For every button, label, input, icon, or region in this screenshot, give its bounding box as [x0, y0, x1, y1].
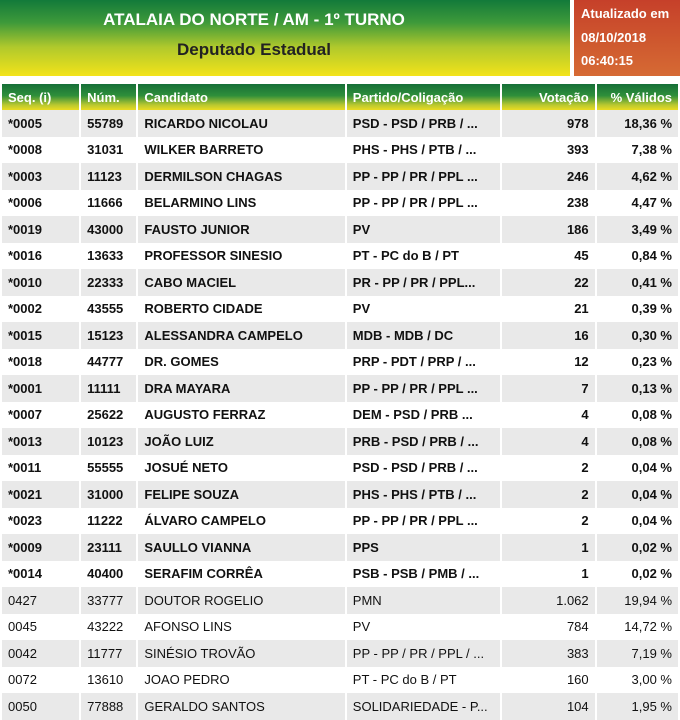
cell-num: 13633 — [81, 243, 136, 270]
table-row[interactable] — [2, 137, 678, 164]
cell-candidate: FELIPE SOUZA — [138, 481, 344, 508]
cell-votes: 238 — [502, 190, 595, 217]
cell-candidate: ALESSANDRA CAMPELO — [138, 322, 344, 349]
cell-seq: 0072 — [2, 667, 79, 694]
cell-pct: 3,49 % — [597, 216, 678, 243]
cell-candidate: SINÉSIO TROVÃO — [138, 640, 344, 667]
cell-party: PP - PP / PR / PPL ... — [347, 163, 500, 190]
cell-candidate: DRA MAYARA — [138, 375, 344, 402]
cell-party: PSD - PSD / PRB / ... — [347, 455, 500, 482]
table-row[interactable] — [2, 614, 678, 641]
cell-seq: *0021 — [2, 481, 79, 508]
cell-pct: 7,38 % — [597, 137, 678, 164]
cell-pct: 0,08 % — [597, 402, 678, 429]
table-row[interactable] — [2, 216, 678, 243]
cell-pct: 0,84 % — [597, 243, 678, 270]
cell-seq: 0427 — [2, 587, 79, 614]
table-row[interactable] — [2, 269, 678, 296]
cell-party: PT - PC do B / PT — [347, 243, 500, 270]
cell-pct: 19,94 % — [597, 587, 678, 614]
cell-num: 55789 — [81, 110, 136, 137]
table-row[interactable] — [2, 561, 678, 588]
cell-party: PRP - PDT / PRP / ... — [347, 349, 500, 376]
cell-pct: 7,19 % — [597, 640, 678, 667]
cell-num: 23111 — [81, 534, 136, 561]
cell-votes: 2 — [502, 455, 595, 482]
cell-num: 44777 — [81, 349, 136, 376]
cell-candidate: DERMILSON CHAGAS — [138, 163, 344, 190]
updated-time: 06:40:15 — [581, 53, 634, 68]
cell-votes: 21 — [502, 296, 595, 323]
table-row[interactable] — [2, 455, 678, 482]
table-row[interactable] — [2, 349, 678, 376]
cell-pct: 0,41 % — [597, 269, 678, 296]
cell-votes: 22 — [502, 269, 595, 296]
cell-votes: 2 — [502, 508, 595, 535]
cell-party: PP - PP / PR / PPL ... — [347, 375, 500, 402]
cell-votes: 383 — [502, 640, 595, 667]
cell-candidate: AUGUSTO FERRAZ — [138, 402, 344, 429]
cell-num: 10123 — [81, 428, 136, 455]
page-subtitle: Deputado Estadual — [177, 40, 331, 59]
cell-num: 11777 — [81, 640, 136, 667]
cell-seq: *0015 — [2, 322, 79, 349]
cell-pct: 0,08 % — [597, 428, 678, 455]
col-votes-header[interactable]: Votação — [502, 82, 595, 110]
updated-date: 08/10/2018 — [581, 30, 647, 45]
cell-votes: 1 — [502, 534, 595, 561]
cell-seq: *0018 — [2, 349, 79, 376]
cell-pct: 0,04 % — [597, 508, 678, 535]
cell-votes: 784 — [502, 614, 595, 641]
cell-pct: 0,39 % — [597, 296, 678, 323]
cell-pct: 4,47 % — [597, 190, 678, 217]
table-row[interactable] — [2, 428, 678, 455]
cell-seq: 0045 — [2, 614, 79, 641]
table-body — [2, 110, 678, 720]
table-row[interactable] — [2, 110, 678, 137]
cell-party: PSB - PSB / PMB / ... — [347, 561, 500, 588]
col-candidate-header[interactable]: Candidato — [138, 82, 344, 110]
cell-seq: *0011 — [2, 455, 79, 482]
cell-pct: 1,95 % — [597, 693, 678, 720]
cell-seq: *0006 — [2, 190, 79, 217]
updated-label: Atualizado em — [581, 6, 670, 21]
cell-num: 43222 — [81, 614, 136, 641]
cell-seq: *0007 — [2, 402, 79, 429]
table-row[interactable] — [2, 693, 678, 720]
cell-party: PSD - PSD / PRB / ... — [347, 110, 500, 137]
cell-num: 22333 — [81, 269, 136, 296]
cell-seq: *0009 — [2, 534, 79, 561]
cell-party: PMN — [347, 587, 500, 614]
cell-party: MDB - MDB / DC — [347, 322, 500, 349]
cell-candidate: JOAO PEDRO — [138, 667, 344, 694]
cell-candidate: ÁLVARO CAMPELO — [138, 508, 344, 535]
table-row[interactable] — [2, 190, 678, 217]
cell-party: DEM - PSD / PRB ... — [347, 402, 500, 429]
cell-party: PV — [347, 614, 500, 641]
cell-party: PP - PP / PR / PPL ... — [347, 190, 500, 217]
cell-candidate: JOSUÉ NETO — [138, 455, 344, 482]
table-row[interactable] — [2, 243, 678, 270]
cell-num: 11123 — [81, 163, 136, 190]
col-seq-header[interactable]: Seq. (i) — [2, 82, 79, 110]
cell-num: 11111 — [81, 375, 136, 402]
cell-votes: 1.062 — [502, 587, 595, 614]
table-row[interactable] — [2, 534, 678, 561]
cell-party: PR - PP / PR / PPL... — [347, 269, 500, 296]
cell-seq: *0001 — [2, 375, 79, 402]
cell-votes: 45 — [502, 243, 595, 270]
cell-num: 31000 — [81, 481, 136, 508]
table-header-row — [2, 82, 678, 110]
cell-candidate: BELARMINO LINS — [138, 190, 344, 217]
cell-seq: *0010 — [2, 269, 79, 296]
cell-votes: 186 — [502, 216, 595, 243]
cell-seq: *0002 — [2, 296, 79, 323]
cell-party: PV — [347, 216, 500, 243]
cell-candidate: WILKER BARRETO — [138, 137, 344, 164]
results-header — [0, 0, 680, 80]
cell-seq: *0003 — [2, 163, 79, 190]
cell-candidate: SAULLO VIANNA — [138, 534, 344, 561]
cell-votes: 4 — [502, 402, 595, 429]
cell-num: 11666 — [81, 190, 136, 217]
table-row[interactable] — [2, 322, 678, 349]
cell-seq: 0042 — [2, 640, 79, 667]
table-row[interactable] — [2, 481, 678, 508]
table-row[interactable] — [2, 375, 678, 402]
table-row[interactable] — [2, 163, 678, 190]
cell-pct: 0,02 % — [597, 534, 678, 561]
cell-party: SOLIDARIEDADE - P... — [347, 693, 500, 720]
update-timestamp-box — [574, 0, 680, 76]
cell-num: 55555 — [81, 455, 136, 482]
cell-seq: *0014 — [2, 561, 79, 588]
cell-candidate: GERALDO SANTOS — [138, 693, 344, 720]
cell-num: 25622 — [81, 402, 136, 429]
cell-votes: 2 — [502, 481, 595, 508]
cell-pct: 0,13 % — [597, 375, 678, 402]
col-pct-header[interactable]: % Válidos — [597, 82, 678, 110]
cell-votes: 1 — [502, 561, 595, 588]
cell-party: PHS - PHS / PTB / ... — [347, 481, 500, 508]
cell-pct: 3,00 % — [597, 667, 678, 694]
cell-party: PHS - PHS / PTB / ... — [347, 137, 500, 164]
cell-seq: *0023 — [2, 508, 79, 535]
cell-party: PPS — [347, 534, 500, 561]
table-row[interactable] — [2, 402, 678, 429]
cell-seq: *0008 — [2, 137, 79, 164]
cell-num: 11222 — [81, 508, 136, 535]
results-table — [0, 82, 680, 720]
cell-votes: 246 — [502, 163, 595, 190]
cell-votes: 12 — [502, 349, 595, 376]
cell-pct: 0,30 % — [597, 322, 678, 349]
cell-num: 40400 — [81, 561, 136, 588]
cell-candidate: CABO MACIEL — [138, 269, 344, 296]
table-row[interactable] — [2, 587, 678, 614]
cell-num: 43000 — [81, 216, 136, 243]
page-title: ATALAIA DO NORTE / AM - 1º TURNO — [103, 10, 405, 29]
cell-num: 15123 — [81, 322, 136, 349]
col-party-header[interactable]: Partido/Coligação — [347, 82, 500, 110]
cell-party: PP - PP / PR / PPL ... — [347, 508, 500, 535]
cell-num: 43555 — [81, 296, 136, 323]
cell-seq: *0005 — [2, 110, 79, 137]
cell-pct: 0,02 % — [597, 561, 678, 588]
cell-votes: 393 — [502, 137, 595, 164]
cell-num: 13610 — [81, 667, 136, 694]
table-row[interactable] — [2, 640, 678, 667]
cell-num: 31031 — [81, 137, 136, 164]
cell-votes: 4 — [502, 428, 595, 455]
table-row[interactable] — [2, 508, 678, 535]
cell-party: PP - PP / PR / PPL / ... — [347, 640, 500, 667]
cell-num: 33777 — [81, 587, 136, 614]
table-row[interactable] — [2, 667, 678, 694]
cell-seq: *0019 — [2, 216, 79, 243]
cell-pct: 4,62 % — [597, 163, 678, 190]
cell-candidate: SERAFIM CORRÊA — [138, 561, 344, 588]
cell-candidate: FAUSTO JUNIOR — [138, 216, 344, 243]
cell-pct: 0,04 % — [597, 481, 678, 508]
cell-candidate: ROBERTO CIDADE — [138, 296, 344, 323]
cell-party: PRB - PSD / PRB / ... — [347, 428, 500, 455]
cell-candidate: PROFESSOR SINESIO — [138, 243, 344, 270]
cell-pct: 0,04 % — [597, 455, 678, 482]
cell-pct: 0,23 % — [597, 349, 678, 376]
cell-candidate: JOÃO LUIZ — [138, 428, 344, 455]
cell-candidate: DR. GOMES — [138, 349, 344, 376]
cell-votes: 7 — [502, 375, 595, 402]
cell-candidate: DOUTOR ROGELIO — [138, 587, 344, 614]
cell-party: PT - PC do B / PT — [347, 667, 500, 694]
cell-num: 77888 — [81, 693, 136, 720]
table-row[interactable] — [2, 296, 678, 323]
cell-votes: 160 — [502, 667, 595, 694]
title-banner — [0, 0, 570, 76]
cell-pct: 14,72 % — [597, 614, 678, 641]
cell-pct: 18,36 % — [597, 110, 678, 137]
cell-seq: *0016 — [2, 243, 79, 270]
cell-votes: 978 — [502, 110, 595, 137]
col-num-header[interactable]: Núm. — [81, 82, 136, 110]
cell-seq: 0050 — [2, 693, 79, 720]
cell-candidate: RICARDO NICOLAU — [138, 110, 344, 137]
cell-candidate: AFONSO LINS — [138, 614, 344, 641]
cell-votes: 16 — [502, 322, 595, 349]
cell-party: PV — [347, 296, 500, 323]
cell-votes: 104 — [502, 693, 595, 720]
cell-seq: *0013 — [2, 428, 79, 455]
